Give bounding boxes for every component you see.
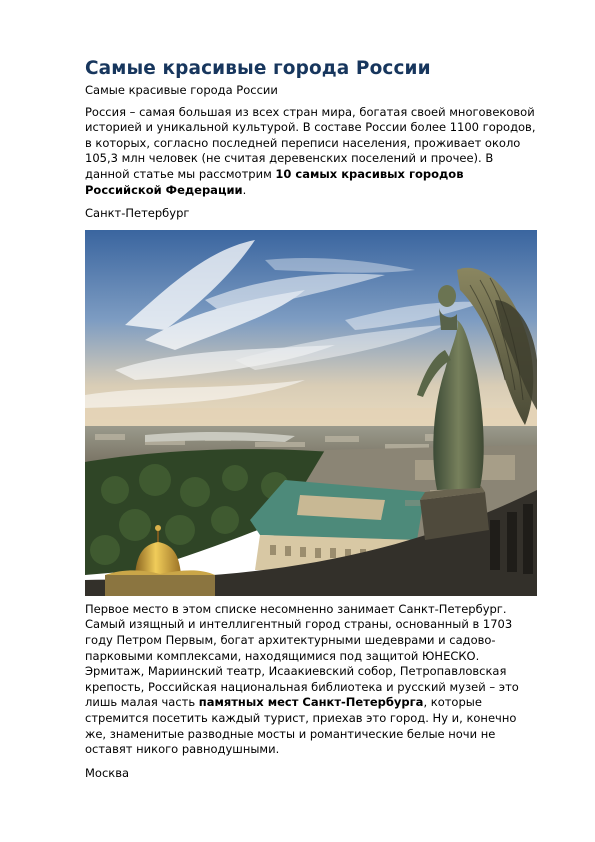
section-heading-spb: Санкт-Петербург	[85, 206, 190, 221]
intro-paragraph	[85, 105, 537, 199]
saint-petersburg-photo	[85, 230, 537, 596]
section-heading-moscow: Москва	[85, 765, 130, 780]
intro-bold-link: 10 самых красивых городов Российской Федерации	[85, 166, 464, 197]
spb-end: , которые стремится посетить каждый турист, приехав это город. Ну и, конечно же, знаменитые разводные мосты и романтические белые ночи не оставят никого равнодушными.	[85, 695, 517, 757]
page-subtitle: Самые красивые города России	[85, 83, 278, 97]
spb-bold-link: памятных мест Санкт-Петербурга	[198, 695, 424, 710]
intro-end: .	[242, 182, 247, 197]
page-title: Самые красивые города России	[85, 58, 431, 79]
spb-text: Первое место в этом списке несомненно занимает Санкт-Петербург. Самый изящный и интеллигентный город страны, основанный в 1703 году Петром Первым, богат архитектурными шедеврами и садово-парковыми комплексами, находящимися под защитой ЮНЕСКО. Эрмитаж, Мариинский театр, Исаакиевский собор, Петропавловская крепость, Российская национальная библиотека и русский музей – это лишь малая часть	[85, 601, 519, 710]
document-content	[85, 56, 537, 781]
spb-paragraph	[85, 602, 537, 758]
intro-text: Россия – самая большая из всех стран мира, богатая своей многовековой историей и уникальной культурой. В составе России более 1100 городов, в которых, согласно последней переписи населения, проживает около 105,3 млн человек (не считая деревенских поселений и прочее). В данной статье мы рассмотрим	[85, 104, 536, 181]
